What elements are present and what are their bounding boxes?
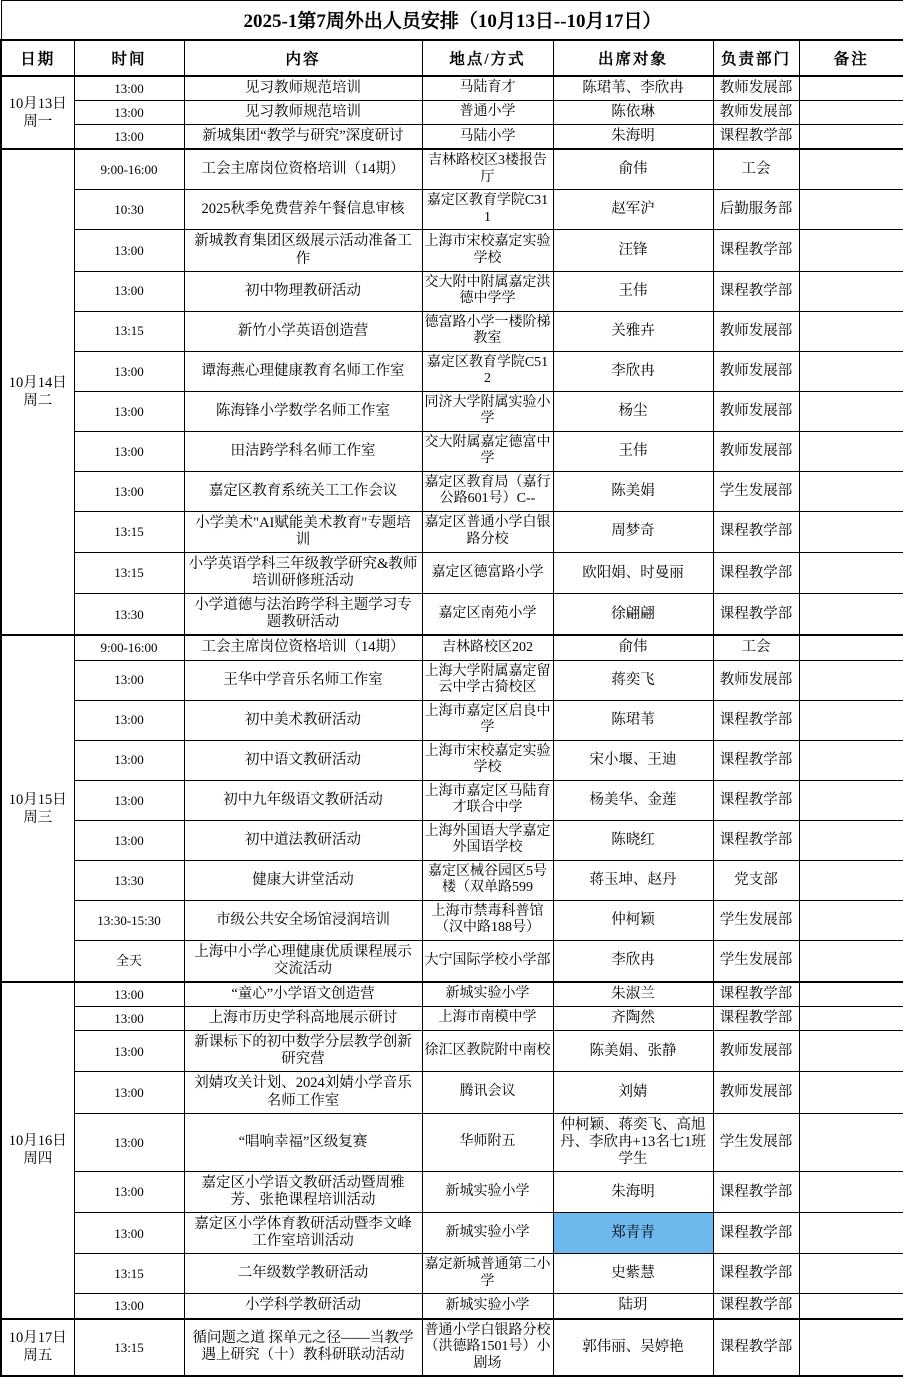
row-time-cell: 13:30-15:30: [74, 900, 184, 940]
row-people-cell: 蒋玉坤、赵丹: [553, 860, 713, 900]
row-people-cell: 朱海明: [553, 125, 713, 150]
row-place-cell: 腾讯会议: [422, 1072, 553, 1113]
row-content-cell: 新城教育集团区级展示活动准备工作: [184, 230, 422, 271]
row-content-cell: 小学英语学科三年级教学研究&教师培训研修班活动: [184, 553, 422, 594]
row-dept-cell: 党支部: [713, 860, 799, 900]
table-row: [1, 660, 903, 700]
row-time-cell: 13:15: [74, 553, 184, 594]
table-row: [1, 982, 903, 1007]
row-note-cell: [799, 511, 903, 552]
row-place-cell: 新城实验小学: [422, 982, 553, 1007]
row-time-cell: 13:00: [74, 76, 184, 101]
row-people-cell: 陆玥: [553, 1294, 713, 1319]
row-time-cell: 13:30: [74, 860, 184, 900]
row-note-cell: [799, 311, 903, 351]
row-people-cell: 杨尘: [553, 391, 713, 431]
row-note-cell: [799, 1254, 903, 1294]
table-row: [1, 230, 903, 271]
row-place-cell: 新城实验小学: [422, 1213, 553, 1254]
row-time-cell: 全天: [74, 940, 184, 982]
row-people-cell: 俞伟: [553, 149, 713, 190]
row-place-cell: 普通小学: [422, 101, 553, 125]
row-place-cell: 上海市嘉定区马陆育才联合中学: [422, 780, 553, 820]
row-people-cell: 陈珺苇: [553, 700, 713, 740]
row-dept-cell: 教师发展部: [713, 1031, 799, 1072]
row-dept-cell: 课程教学部: [713, 982, 799, 1007]
table-row: [1, 101, 903, 125]
title-row: [1, 1, 903, 41]
row-content-cell: 循问题之道 探单元之径——当教学遇上研究（十）教科研联动活动: [184, 1319, 422, 1377]
row-time-cell: 9:00-16:00: [74, 149, 184, 190]
row-note-cell: [799, 431, 903, 471]
row-place-cell: 嘉定区械谷园区5号楼（双单路599: [422, 860, 553, 900]
row-dept-cell: 后勤服务部: [713, 190, 799, 230]
row-content-cell: 嘉定区教育系统关工工作会议: [184, 471, 422, 511]
row-content-cell: 二年级数学教研活动: [184, 1254, 422, 1294]
row-time-cell: 13:00: [74, 230, 184, 271]
table-row: [1, 594, 903, 636]
row-content-cell: “童心”小学语文创造营: [184, 982, 422, 1007]
column-header-dept: 负责部门: [713, 40, 799, 76]
row-note-cell: [799, 1007, 903, 1031]
row-place-cell: 上海市宋校嘉定实验学校: [422, 740, 553, 780]
row-content-cell: 上海中小学心理健康优质课程展示交流活动: [184, 940, 422, 982]
row-place-cell: 嘉定新城普通第二小学: [422, 1254, 553, 1294]
row-note-cell: [799, 635, 903, 660]
row-time-cell: 13:15: [74, 1319, 184, 1377]
table-row: [1, 1007, 903, 1031]
row-time-cell: 13:15: [74, 1254, 184, 1294]
row-dept-cell: 课程教学部: [713, 1171, 799, 1212]
row-note-cell: [799, 594, 903, 636]
row-content-cell: 健康大讲堂活动: [184, 860, 422, 900]
row-time-cell: 13:00: [74, 780, 184, 820]
table-row: [1, 1319, 903, 1377]
day-date-cell: 10月17日 周五: [1, 1319, 74, 1377]
column-header-time: 时间: [74, 40, 184, 76]
table-row: [1, 1171, 903, 1212]
row-place-cell: 上海外国语大学嘉定外国语学校: [422, 820, 553, 860]
row-note-cell: [799, 1031, 903, 1072]
row-place-cell: 徐汇区教院附中南校: [422, 1031, 553, 1072]
row-dept-cell: 学生发展部: [713, 900, 799, 940]
row-people-cell: 欧阳娟、时曼丽: [553, 553, 713, 594]
row-content-cell: 新竹小学英语创造营: [184, 311, 422, 351]
row-dept-cell: 课程教学部: [713, 553, 799, 594]
row-people-cell: 仲柯颖: [553, 900, 713, 940]
row-content-cell: 工会主席岗位资格培训（14期）: [184, 149, 422, 190]
row-place-cell: 同济大学附属实验小学: [422, 391, 553, 431]
row-people-cell: 李欣冉: [553, 940, 713, 982]
row-note-cell: [799, 101, 903, 125]
row-note-cell: [799, 230, 903, 271]
row-note-cell: [799, 1213, 903, 1254]
row-dept-cell: 学生发展部: [713, 1113, 799, 1171]
row-time-cell: 13:15: [74, 311, 184, 351]
row-content-cell: 嘉定区小学体育教研活动暨李文峰工作室培训活动: [184, 1213, 422, 1254]
table-row: [1, 635, 903, 660]
row-people-cell: 汪锋: [553, 230, 713, 271]
row-note-cell: [799, 1294, 903, 1319]
row-people-cell: 周梦奇: [553, 511, 713, 552]
table-row: [1, 271, 903, 311]
table-row: [1, 740, 903, 780]
table-row: [1, 553, 903, 594]
table-row: [1, 1031, 903, 1072]
row-time-cell: 13:00: [74, 740, 184, 780]
row-time-cell: 13:00: [74, 351, 184, 391]
row-place-cell: 交大附属嘉定德富中学: [422, 431, 553, 471]
row-content-cell: 上海市历史学科高地展示研讨: [184, 1007, 422, 1031]
row-note-cell: [799, 351, 903, 391]
row-dept-cell: 工会: [713, 635, 799, 660]
row-people-cell: 齐陶然: [553, 1007, 713, 1031]
row-time-cell: 13:15: [74, 511, 184, 552]
day-date-cell: 10月14日 周二: [1, 149, 74, 635]
table-row: [1, 431, 903, 471]
row-people-cell: 宋小堰、王迪: [553, 740, 713, 780]
row-place-cell: 上海市南模中学: [422, 1007, 553, 1031]
row-note-cell: [799, 660, 903, 700]
row-dept-cell: 课程教学部: [713, 780, 799, 820]
row-note-cell: [799, 940, 903, 982]
row-time-cell: 9:00-16:00: [74, 635, 184, 660]
row-time-cell: 13:00: [74, 1031, 184, 1072]
row-dept-cell: 教师发展部: [713, 660, 799, 700]
row-note-cell: [799, 900, 903, 940]
row-dept-cell: 教师发展部: [713, 351, 799, 391]
table-row: [1, 391, 903, 431]
column-header-people: 出席对象: [553, 40, 713, 76]
row-content-cell: 小学美术"AI赋能美术教育"专题培训: [184, 511, 422, 552]
row-dept-cell: 教师发展部: [713, 391, 799, 431]
row-people-cell: 蒋奕飞: [553, 660, 713, 700]
row-people-cell: 徐翩翩: [553, 594, 713, 636]
row-time-cell: 13:00: [74, 1007, 184, 1031]
row-dept-cell: 课程教学部: [713, 511, 799, 552]
header-row: [1, 40, 903, 76]
row-content-cell: 谭海燕心理健康教育名师工作室: [184, 351, 422, 391]
row-dept-cell: 课程教学部: [713, 1007, 799, 1031]
row-people-cell: 史紫慧: [553, 1254, 713, 1294]
row-place-cell: 嘉定区南苑小学: [422, 594, 553, 636]
row-dept-cell: 课程教学部: [713, 271, 799, 311]
row-place-cell: 嘉定区教育局（嘉行公路601号）C--: [422, 471, 553, 511]
table-row: [1, 1254, 903, 1294]
row-people-cell: 朱淑兰: [553, 982, 713, 1007]
row-content-cell: 王华中学音乐名师工作室: [184, 660, 422, 700]
row-place-cell: 马陆育才: [422, 76, 553, 101]
row-content-cell: 新课标下的初中数学分层教学创新研究营: [184, 1031, 422, 1072]
row-time-cell: 13:00: [74, 101, 184, 125]
row-people-cell: 杨美华、金莲: [553, 780, 713, 820]
row-place-cell: 上海市宋校嘉定实验学校: [422, 230, 553, 271]
table-row: [1, 1213, 903, 1254]
row-note-cell: [799, 190, 903, 230]
row-dept-cell: 课程教学部: [713, 1294, 799, 1319]
row-dept-cell: 课程教学部: [713, 1213, 799, 1254]
row-note-cell: [799, 820, 903, 860]
row-content-cell: 见习教师规范培训: [184, 101, 422, 125]
column-header-content: 内容: [184, 40, 422, 76]
row-content-cell: 2025秋季免费营养午餐信息审核: [184, 190, 422, 230]
table-row: [1, 1072, 903, 1113]
row-note-cell: [799, 1319, 903, 1377]
row-people-cell: 赵军沪: [553, 190, 713, 230]
row-dept-cell: 工会: [713, 149, 799, 190]
table-row: [1, 820, 903, 860]
row-note-cell: [799, 391, 903, 431]
row-time-cell: 13:00: [74, 982, 184, 1007]
row-content-cell: 初中物理教研活动: [184, 271, 422, 311]
row-time-cell: 13:00: [74, 431, 184, 471]
row-note-cell: [799, 149, 903, 190]
row-dept-cell: 课程教学部: [713, 125, 799, 150]
table-row: [1, 900, 903, 940]
row-time-cell: 10:30: [74, 190, 184, 230]
row-content-cell: 初中语文教研活动: [184, 740, 422, 780]
table-row: [1, 940, 903, 982]
row-people-cell: 陈珺苇、李欣冉: [553, 76, 713, 101]
row-note-cell: [799, 1113, 903, 1171]
row-time-cell: 13:00: [74, 1072, 184, 1113]
row-content-cell: 初中美术教研活动: [184, 700, 422, 740]
row-dept-cell: 课程教学部: [713, 594, 799, 636]
row-people-cell: 郭伟丽、吴婷艳: [553, 1319, 713, 1377]
row-dept-cell: 教师发展部: [713, 311, 799, 351]
row-content-cell: 陈海锋小学数学名师工作室: [184, 391, 422, 431]
row-people-cell: 王伟: [553, 271, 713, 311]
row-dept-cell: 课程教学部: [713, 1319, 799, 1377]
row-note-cell: [799, 471, 903, 511]
row-place-cell: 新城实验小学: [422, 1294, 553, 1319]
day-date-cell: 10月13日 周一: [1, 76, 74, 149]
row-place-cell: 嘉定区普通小学白银路分校: [422, 511, 553, 552]
row-content-cell: 新城集团“教学与研究”深度研讨: [184, 125, 422, 150]
row-time-cell: 13:00: [74, 1171, 184, 1212]
row-time-cell: 13:00: [74, 660, 184, 700]
table-row: [1, 780, 903, 820]
row-dept-cell: 课程教学部: [713, 1254, 799, 1294]
table-row: [1, 149, 903, 190]
table-row: [1, 700, 903, 740]
row-time-cell: 13:00: [74, 471, 184, 511]
row-time-cell: 13:00: [74, 1294, 184, 1319]
row-place-cell: 普通小学白银路分校（洪德路1501号）小剧场: [422, 1319, 553, 1377]
row-note-cell: [799, 125, 903, 150]
column-header-place: 地点/方式: [422, 40, 553, 76]
row-people-cell: 刘婧: [553, 1072, 713, 1113]
row-dept-cell: 教师发展部: [713, 76, 799, 101]
row-time-cell: 13:00: [74, 391, 184, 431]
row-place-cell: 吉林路校区3楼报告厅: [422, 149, 553, 190]
row-note-cell: [799, 553, 903, 594]
row-note-cell: [799, 271, 903, 311]
row-content-cell: “唱响幸福”区级复赛: [184, 1113, 422, 1171]
table-row: [1, 1294, 903, 1319]
row-dept-cell: 学生发展部: [713, 940, 799, 982]
row-time-cell: 13:30: [74, 594, 184, 636]
row-content-cell: 刘婧攻关计划、2024刘婧小学音乐名师工作室: [184, 1072, 422, 1113]
row-note-cell: [799, 740, 903, 780]
page-title: 2025-1第7周外出人员安排（10月13日--10月17日）: [1, 1, 903, 41]
row-people-cell: 郑青青: [553, 1213, 713, 1254]
row-people-cell: 李欣冉: [553, 351, 713, 391]
row-people-cell: 陈美娟: [553, 471, 713, 511]
row-people-cell: 俞伟: [553, 635, 713, 660]
row-time-cell: 13:00: [74, 820, 184, 860]
row-people-cell: 陈美娟、张静: [553, 1031, 713, 1072]
row-people-cell: 关雅卉: [553, 311, 713, 351]
row-place-cell: 上海市嘉定区启良中学: [422, 700, 553, 740]
row-place-cell: 马陆小学: [422, 125, 553, 150]
row-dept-cell: 课程教学部: [713, 230, 799, 271]
table-row: [1, 311, 903, 351]
row-time-cell: 13:00: [74, 1113, 184, 1171]
table-row: [1, 125, 903, 150]
column-header-date: 日期: [1, 40, 74, 76]
table-row: [1, 860, 903, 900]
row-dept-cell: 学生发展部: [713, 471, 799, 511]
row-time-cell: 13:00: [74, 1213, 184, 1254]
row-place-cell: 交大附中附属嘉定洪德中学学: [422, 271, 553, 311]
row-dept-cell: 教师发展部: [713, 431, 799, 471]
row-place-cell: 上海市禁毒科普馆（汉中路188号）: [422, 900, 553, 940]
row-people-cell: 陈依琳: [553, 101, 713, 125]
table-row: [1, 471, 903, 511]
row-note-cell: [799, 982, 903, 1007]
row-people-cell: 仲柯颖、蒋奕飞、高旭丹、李欣冉+13名七1班学生: [553, 1113, 713, 1171]
row-time-cell: 13:00: [74, 271, 184, 311]
row-content-cell: 初中道法教研活动: [184, 820, 422, 860]
table-row: [1, 351, 903, 391]
table-row: [1, 190, 903, 230]
row-note-cell: [799, 76, 903, 101]
row-content-cell: 田洁跨学科名师工作室: [184, 431, 422, 471]
table-row: [1, 511, 903, 552]
row-note-cell: [799, 1171, 903, 1212]
row-content-cell: 工会主席岗位资格培训（14期）: [184, 635, 422, 660]
row-note-cell: [799, 1072, 903, 1113]
row-note-cell: [799, 700, 903, 740]
row-place-cell: 大宁国际学校小学部: [422, 940, 553, 982]
row-people-cell: 王伟: [553, 431, 713, 471]
row-dept-cell: 课程教学部: [713, 740, 799, 780]
row-time-cell: 13:00: [74, 125, 184, 150]
row-people-cell: 朱海明: [553, 1171, 713, 1212]
row-place-cell: 新城实验小学: [422, 1171, 553, 1212]
row-content-cell: 初中九年级语文教研活动: [184, 780, 422, 820]
row-content-cell: 见习教师规范培训: [184, 76, 422, 101]
row-place-cell: 吉林路校区202: [422, 635, 553, 660]
row-place-cell: 德富路小学一楼阶梯教室: [422, 311, 553, 351]
row-content-cell: 小学科学教研活动: [184, 1294, 422, 1319]
row-note-cell: [799, 860, 903, 900]
day-date-cell: 10月15日 周三: [1, 635, 74, 982]
row-dept-cell: 教师发展部: [713, 101, 799, 125]
row-place-cell: 华师附五: [422, 1113, 553, 1171]
day-date-cell: 10月16日 周四: [1, 982, 74, 1319]
row-content-cell: 市级公共安全场馆浸润培训: [184, 900, 422, 940]
row-place-cell: 嘉定区德富路小学: [422, 553, 553, 594]
row-place-cell: 上海大学附属嘉定留云中学古猗校区: [422, 660, 553, 700]
column-header-note: 备注: [799, 40, 903, 76]
row-content-cell: 嘉定区小学语文教研活动暨周雅芳、张艳课程培训活动: [184, 1171, 422, 1212]
row-people-cell: 陈晓红: [553, 820, 713, 860]
row-dept-cell: 课程教学部: [713, 700, 799, 740]
row-note-cell: [799, 780, 903, 820]
row-dept-cell: 教师发展部: [713, 1072, 799, 1113]
table-row: [1, 1113, 903, 1171]
row-place-cell: 嘉定区教育学院C311: [422, 190, 553, 230]
table-row: [1, 76, 903, 101]
row-content-cell: 小学道德与法治跨学科主题学习专题教研活动: [184, 594, 422, 636]
row-time-cell: 13:00: [74, 700, 184, 740]
row-dept-cell: 课程教学部: [713, 820, 799, 860]
row-place-cell: 嘉定区教育学院C512: [422, 351, 553, 391]
